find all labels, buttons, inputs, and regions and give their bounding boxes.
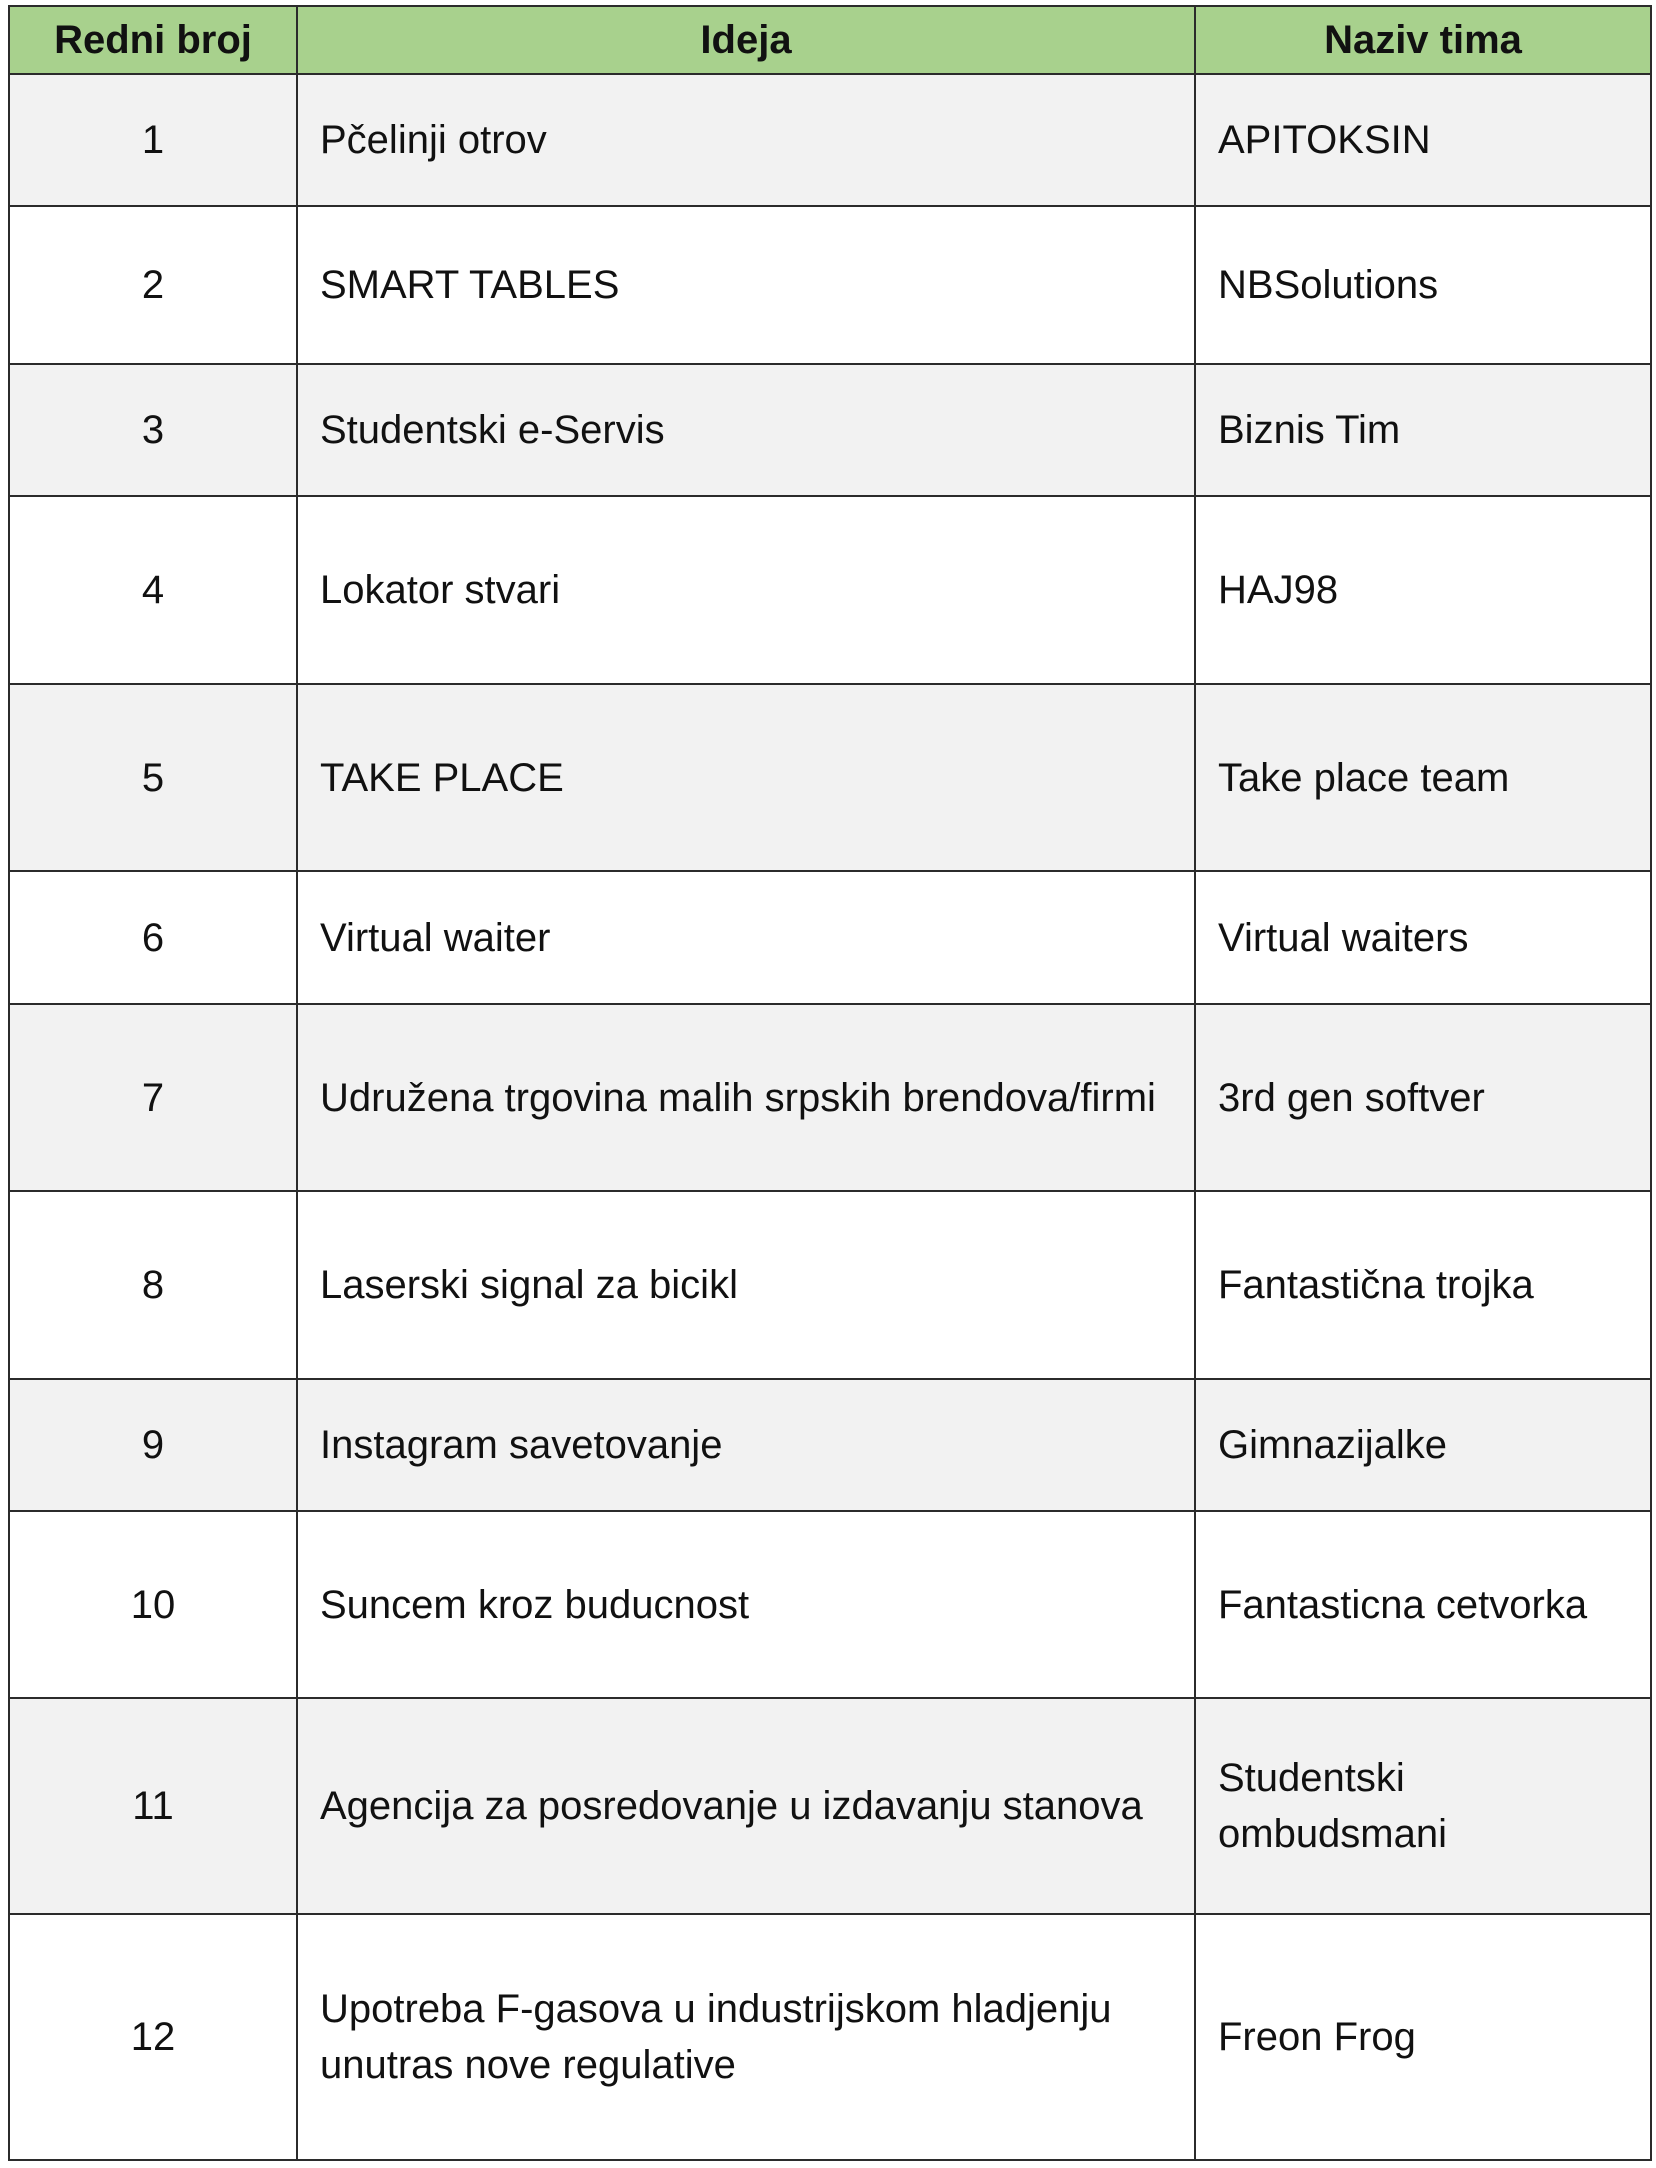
row-team: Studentski ombudsmani	[1195, 1698, 1651, 1914]
column-header-idea: Ideja	[297, 6, 1195, 74]
row-team: HAJ98	[1195, 496, 1651, 684]
row-idea: Upotreba F-gasova u industrijskom hladjenju unutras nove regulative	[297, 1914, 1195, 2160]
table-row	[9, 496, 1651, 684]
row-team: APITOKSIN	[1195, 74, 1651, 206]
table-row	[9, 684, 1651, 871]
ideas-table	[8, 5, 1652, 2161]
table-row	[9, 206, 1651, 364]
row-idea: Udružena trgovina malih srpskih brendova/firmi	[297, 1004, 1195, 1191]
row-team: Freon Frog	[1195, 1914, 1651, 2160]
row-idea: Pčelinji otrov	[297, 74, 1195, 206]
row-number: 12	[9, 1914, 297, 2160]
table-row	[9, 74, 1651, 206]
row-team: NBSolutions	[1195, 206, 1651, 364]
row-idea: Instagram savetovanje	[297, 1379, 1195, 1511]
row-team: Fantasticna cetvorka	[1195, 1511, 1651, 1698]
row-team: Take place team	[1195, 684, 1651, 871]
row-idea: Suncem kroz buducnost	[297, 1511, 1195, 1698]
row-number: 4	[9, 496, 297, 684]
table-row	[9, 364, 1651, 496]
column-header-team: Naziv tima	[1195, 6, 1651, 74]
row-number: 6	[9, 871, 297, 1004]
column-header-number: Redni broj	[9, 6, 297, 74]
table-header-row	[9, 6, 1651, 74]
row-team: Fantastična trojka	[1195, 1191, 1651, 1379]
row-team: Biznis Tim	[1195, 364, 1651, 496]
row-number: 5	[9, 684, 297, 871]
table-row	[9, 1511, 1651, 1698]
row-number: 8	[9, 1191, 297, 1379]
row-team: Virtual waiters	[1195, 871, 1651, 1004]
table-row	[9, 1698, 1651, 1914]
row-idea: Laserski signal za bicikl	[297, 1191, 1195, 1379]
row-number: 9	[9, 1379, 297, 1511]
table-row	[9, 871, 1651, 1004]
row-idea: TAKE PLACE	[297, 684, 1195, 871]
row-number: 3	[9, 364, 297, 496]
row-number: 7	[9, 1004, 297, 1191]
row-idea: Lokator stvari	[297, 496, 1195, 684]
row-number: 1	[9, 74, 297, 206]
table-row	[9, 1914, 1651, 2160]
row-number: 11	[9, 1698, 297, 1914]
row-idea: SMART TABLES	[297, 206, 1195, 364]
row-team: 3rd gen softver	[1195, 1004, 1651, 1191]
row-team: Gimnazijalke	[1195, 1379, 1651, 1511]
row-idea: Studentski e-Servis	[297, 364, 1195, 496]
table-row	[9, 1004, 1651, 1191]
table-row	[9, 1191, 1651, 1379]
ideas-table-wrapper	[8, 5, 1652, 2161]
table-row	[9, 1379, 1651, 1511]
row-number: 2	[9, 206, 297, 364]
row-number: 10	[9, 1511, 297, 1698]
row-idea: Virtual waiter	[297, 871, 1195, 1004]
row-idea: Agencija za posredovanje u izdavanju stanova	[297, 1698, 1195, 1914]
